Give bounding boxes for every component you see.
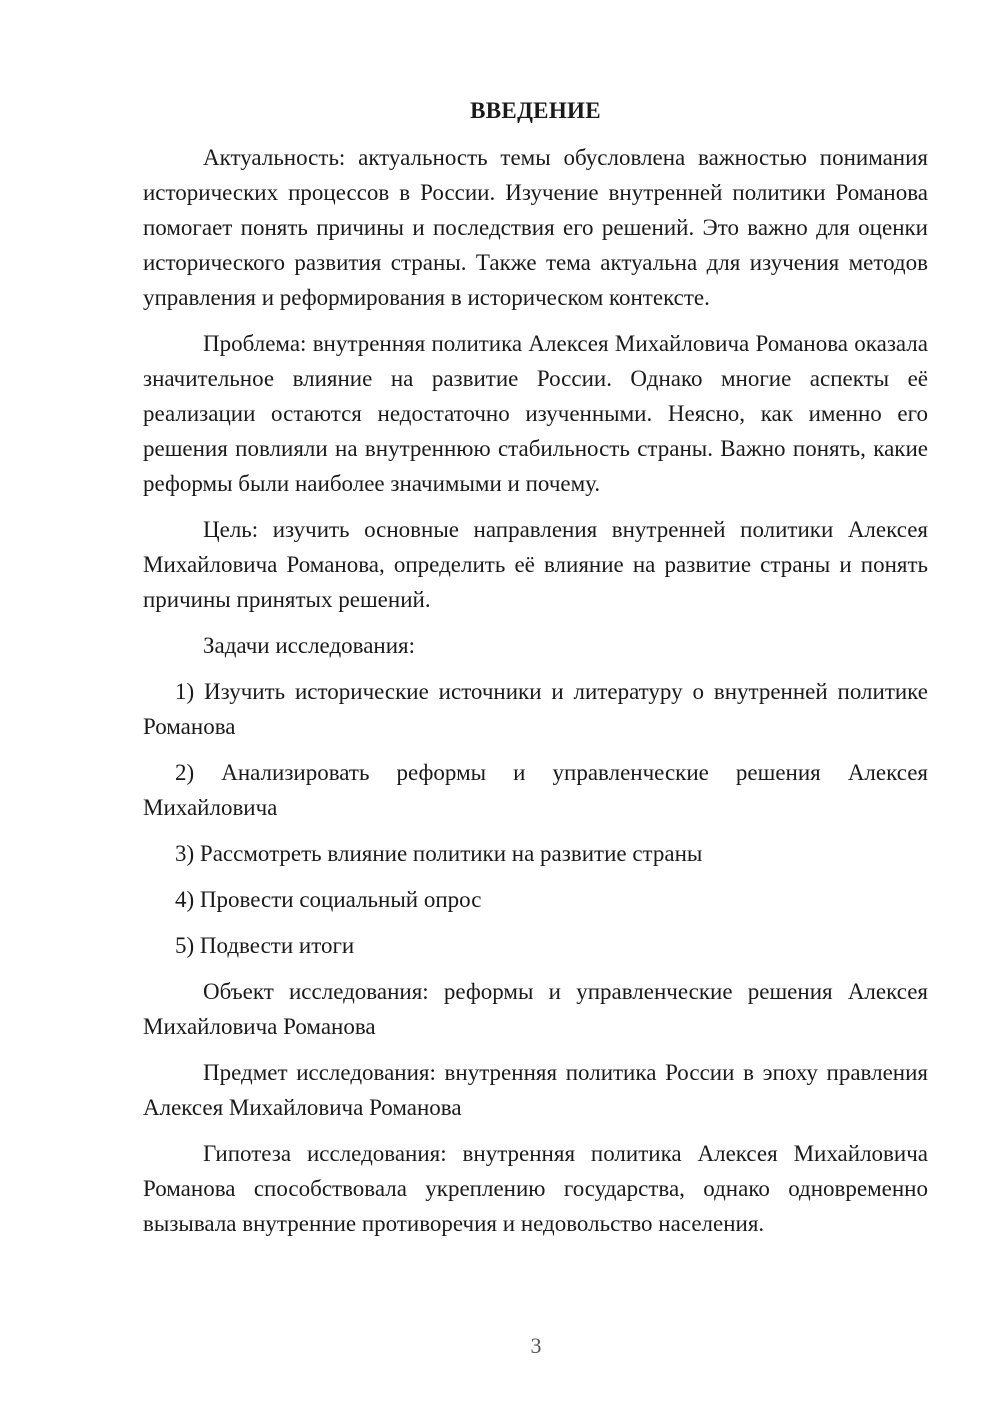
problem-paragraph: Проблема: внутренняя политика Алексея Михайловича Романова оказала значительное влияние на развитие России. Однако многие аспекты её реализации остаются недостаточно изученными. Неясно, как именно его решения повлияли на внутреннюю стабильность страны. Важно понять, какие реформы были наиболее значимыми и почему. [143, 331, 928, 496]
task-item: 2) Анализировать реформы и управленческие решения Алексея Михайловича [143, 760, 928, 820]
relevance-paragraph: Актуальность: актуальность темы обусловлена важностью понимания исторических процессов в России. Изучение внутренней политики Романова помогает понять причины и последствия его решений. Это важно для оценки исторического развития страны. Также тема актуальна для изучения методов управления и реформирования в историческом контексте. [143, 145, 928, 310]
task-item: 1) Изучить исторические источники и литературу о внутренней политике Романова [143, 679, 928, 739]
goal-paragraph: Цель: изучить основные направления внутренней политики Алексея Михайловича Романова, определить её влияние на развитие страны и понять причины принятых решений. [143, 517, 928, 612]
document-body [143, 140, 928, 1241]
section-title: ВВЕДЕНИЕ [470, 98, 601, 123]
subject-paragraph: Предмет исследования: внутренняя политика России в эпоху правления Алексея Михайловича Романова [143, 1060, 928, 1120]
hypothesis-paragraph: Гипотеза исследования: внутренняя политика Алексея Михайловича Романова способствовала укреплению государства, однако одновременно вызывала внутренние противоречия и недовольство населения. [143, 1141, 928, 1236]
object-paragraph: Объект исследования: реформы и управленческие решения Алексея Михайловича Романова [143, 979, 928, 1039]
tasks-heading: Задачи исследования: [203, 633, 416, 658]
task-item: 5) Подвести итоги [175, 933, 355, 958]
task-item: 3) Рассмотреть влияние политики на развитие страны [175, 841, 703, 866]
page-number: 3 [530, 1333, 542, 1358]
task-item: 4) Провести социальный опрос [175, 887, 482, 912]
